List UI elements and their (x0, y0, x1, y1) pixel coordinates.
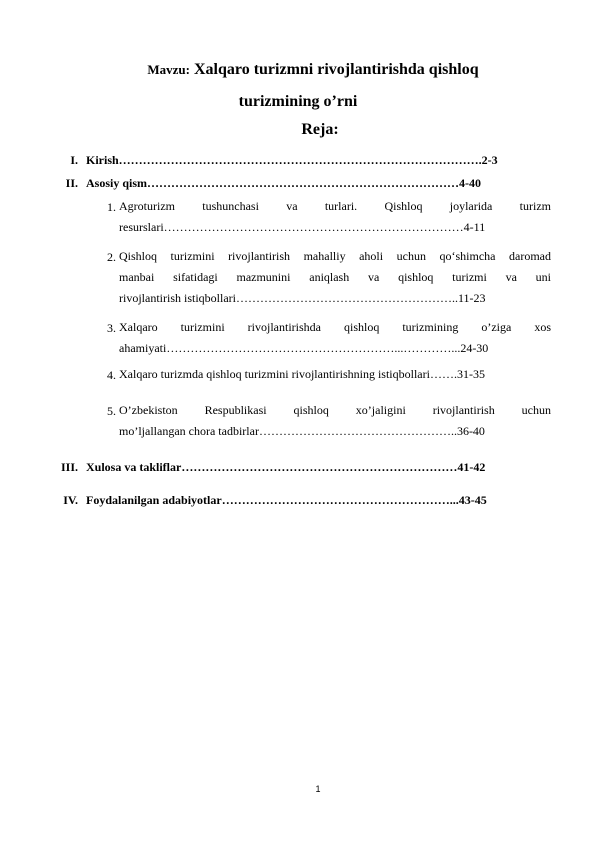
toc-sub-number-3: 3. (107, 321, 116, 335)
toc-sub-2-line2: manbai sifatidagi mazmunini aniqlash va qishloq turizmi va uni (119, 270, 551, 284)
toc-number-xulosa: III. (60, 460, 78, 474)
toc-sub-5-line2: mo’ljallangan chora tadbirlar…………………………………………..36-40 (119, 424, 485, 438)
mavzu-label: Mavzu: (147, 62, 190, 77)
toc-sub-entry-5 (119, 400, 551, 442)
toc-entry-asosiy: Asosiy qism……………………………………………………………………4-40 (86, 176, 482, 190)
document-title-line2: turizmining o’rni (238, 93, 358, 110)
page-number: 1 (315, 784, 321, 794)
toc-sub-1-line2: resurslari…………………………………………………………………4-11 (119, 220, 486, 234)
toc-number-asosiy: II. (65, 176, 78, 190)
document-title-line1 (0, 61, 596, 79)
toc-sub-number-4: 4. (107, 368, 116, 382)
toc-sub-2-line1: Qishloq turizmini rivojlantirish mahalliy aholi uchun qo‘shimcha daromad (119, 249, 551, 263)
toc-sub-5-line1: O’zbekiston Respublikasi qishloq xo’jaligini rivojlantirish uchun (119, 403, 551, 417)
toc-sub-entry-3 (119, 317, 551, 359)
toc-entry-kirish: Kirish……………………………………………………………………………….2-3 (86, 153, 498, 167)
toc-sub-entry-2 (119, 246, 551, 309)
toc-sub-3-line2: ahamiyati…………………………………………………...…………...24-30 (119, 341, 489, 355)
title-text-line1: Xalqaro turizmni rivojlantirishda qishloq (193, 61, 479, 78)
toc-number-kirish: I. (70, 153, 78, 167)
plan-heading: Reja: (301, 121, 339, 138)
toc-number-foydalanilgan: IV. (63, 493, 78, 507)
toc-sub-entry-4 (119, 364, 551, 385)
toc-sub-1-line1: Agroturizm tushunchasi va turlari. Qishloq joylarida turizm (119, 199, 551, 213)
toc-sub-4-line1: Xalqaro turizmda qishloq turizmini rivojlantirishning istiqbollari…….31-35 (119, 367, 485, 381)
toc-sub-number-2: 2. (107, 250, 116, 264)
toc-sub-number-5: 5. (107, 404, 116, 418)
toc-sub-entry-1 (119, 196, 551, 238)
toc-entry-foydalanilgan: Foydalanilgan adabiyotlar…………………………………………………...43-45 (86, 493, 487, 507)
toc-entry-xulosa: Xulosa va takliflar……………………………………………………………41-42 (86, 460, 486, 474)
toc-sub-number-1: 1. (107, 200, 116, 214)
toc-sub-3-line1: Xalqaro turizmini rivojlantirishda qishloq turizmining o’ziga xos (119, 320, 551, 334)
toc-sub-2-line3: rivojlantirish istiqbollari………………………………………………..11-23 (119, 291, 486, 305)
